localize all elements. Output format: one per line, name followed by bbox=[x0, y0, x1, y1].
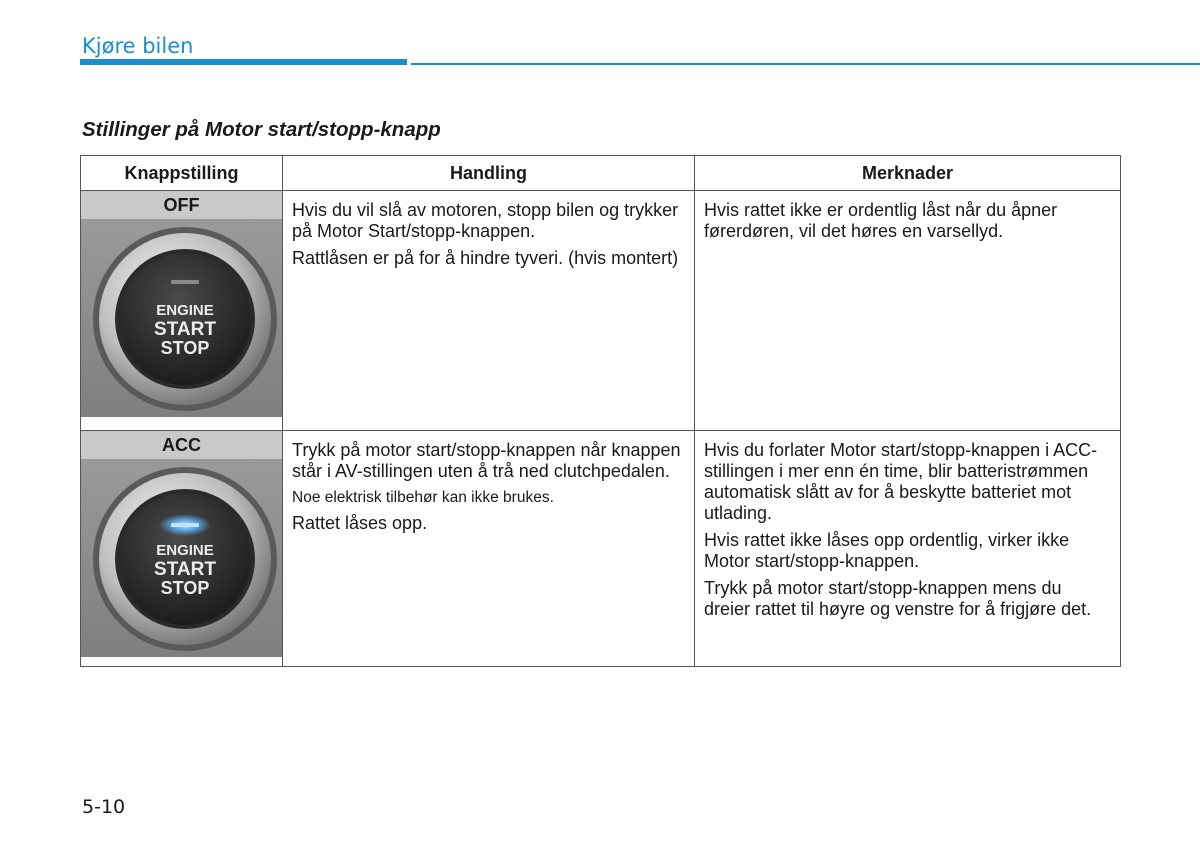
indicator-led-icon bbox=[171, 280, 199, 284]
button-text-line: STOP bbox=[160, 578, 210, 598]
position-label: OFF bbox=[81, 191, 282, 219]
notes-cell bbox=[695, 431, 1121, 667]
header-rule-thin bbox=[411, 63, 1200, 65]
button-text-line: START bbox=[154, 319, 216, 340]
positions-table bbox=[80, 155, 1121, 667]
action-text: Rattet låses opp. bbox=[292, 513, 428, 533]
action-text: Hvis du vil slå av motoren, stopp bilen og trykker på Motor Start/stopp-knappen. bbox=[292, 200, 679, 241]
column-header-position: Knappstilling bbox=[81, 156, 283, 191]
page-number: 5-10 bbox=[82, 796, 126, 818]
action-cell bbox=[283, 191, 695, 431]
section-title: Kjøre bilen bbox=[82, 34, 194, 58]
action-cell bbox=[283, 431, 695, 667]
table-header-row bbox=[81, 156, 1121, 191]
engine-button-acc-image bbox=[81, 459, 282, 657]
position-label: ACC bbox=[81, 431, 282, 459]
note-text: Hvis rattet ikke låses opp ordentlig, virker ikke Motor start/stopp-knappen. bbox=[704, 530, 1070, 571]
button-text-line: ENGINE bbox=[156, 302, 214, 319]
header-rule-thick bbox=[80, 59, 407, 65]
button-text-line: START bbox=[154, 559, 216, 580]
button-text-line: STOP bbox=[160, 338, 210, 358]
note-text: Hvis rattet ikke er ordentlig låst når du åpner førerdøren, vil det høres en varsellyd. bbox=[704, 200, 1058, 241]
action-text: Noe elektrisk tilbehør kan ikke brukes. bbox=[292, 489, 554, 506]
position-cell bbox=[81, 191, 283, 431]
position-cell bbox=[81, 431, 283, 667]
action-text: Rattlåsen er på for å hindre tyveri. (hvis montert) bbox=[292, 248, 679, 268]
table-row bbox=[81, 431, 1121, 667]
notes-cell bbox=[695, 191, 1121, 431]
table-row bbox=[81, 191, 1121, 431]
indicator-led-icon bbox=[171, 523, 199, 527]
subheading: Stillinger på Motor start/stopp-knapp bbox=[82, 118, 441, 141]
action-text: Trykk på motor start/stopp-knappen når knappen står i AV-stillingen uten å trå ned clutchpedalen. bbox=[292, 440, 681, 481]
column-header-action: Handling bbox=[283, 156, 695, 191]
column-header-notes: Merknader bbox=[695, 156, 1121, 191]
note-text: Trykk på motor start/stopp-knappen mens du dreier rattet til høyre og venstre for å frigjøre det. bbox=[704, 578, 1092, 619]
engine-button-off-image bbox=[81, 219, 282, 417]
button-text-line: ENGINE bbox=[156, 542, 214, 559]
note-text: Hvis du forlater Motor start/stopp-knappen i ACC-stillingen i mer enn én time, blir batteristrømmen automatisk slått av for å beskytte batteriet mot utlading. bbox=[704, 440, 1098, 523]
